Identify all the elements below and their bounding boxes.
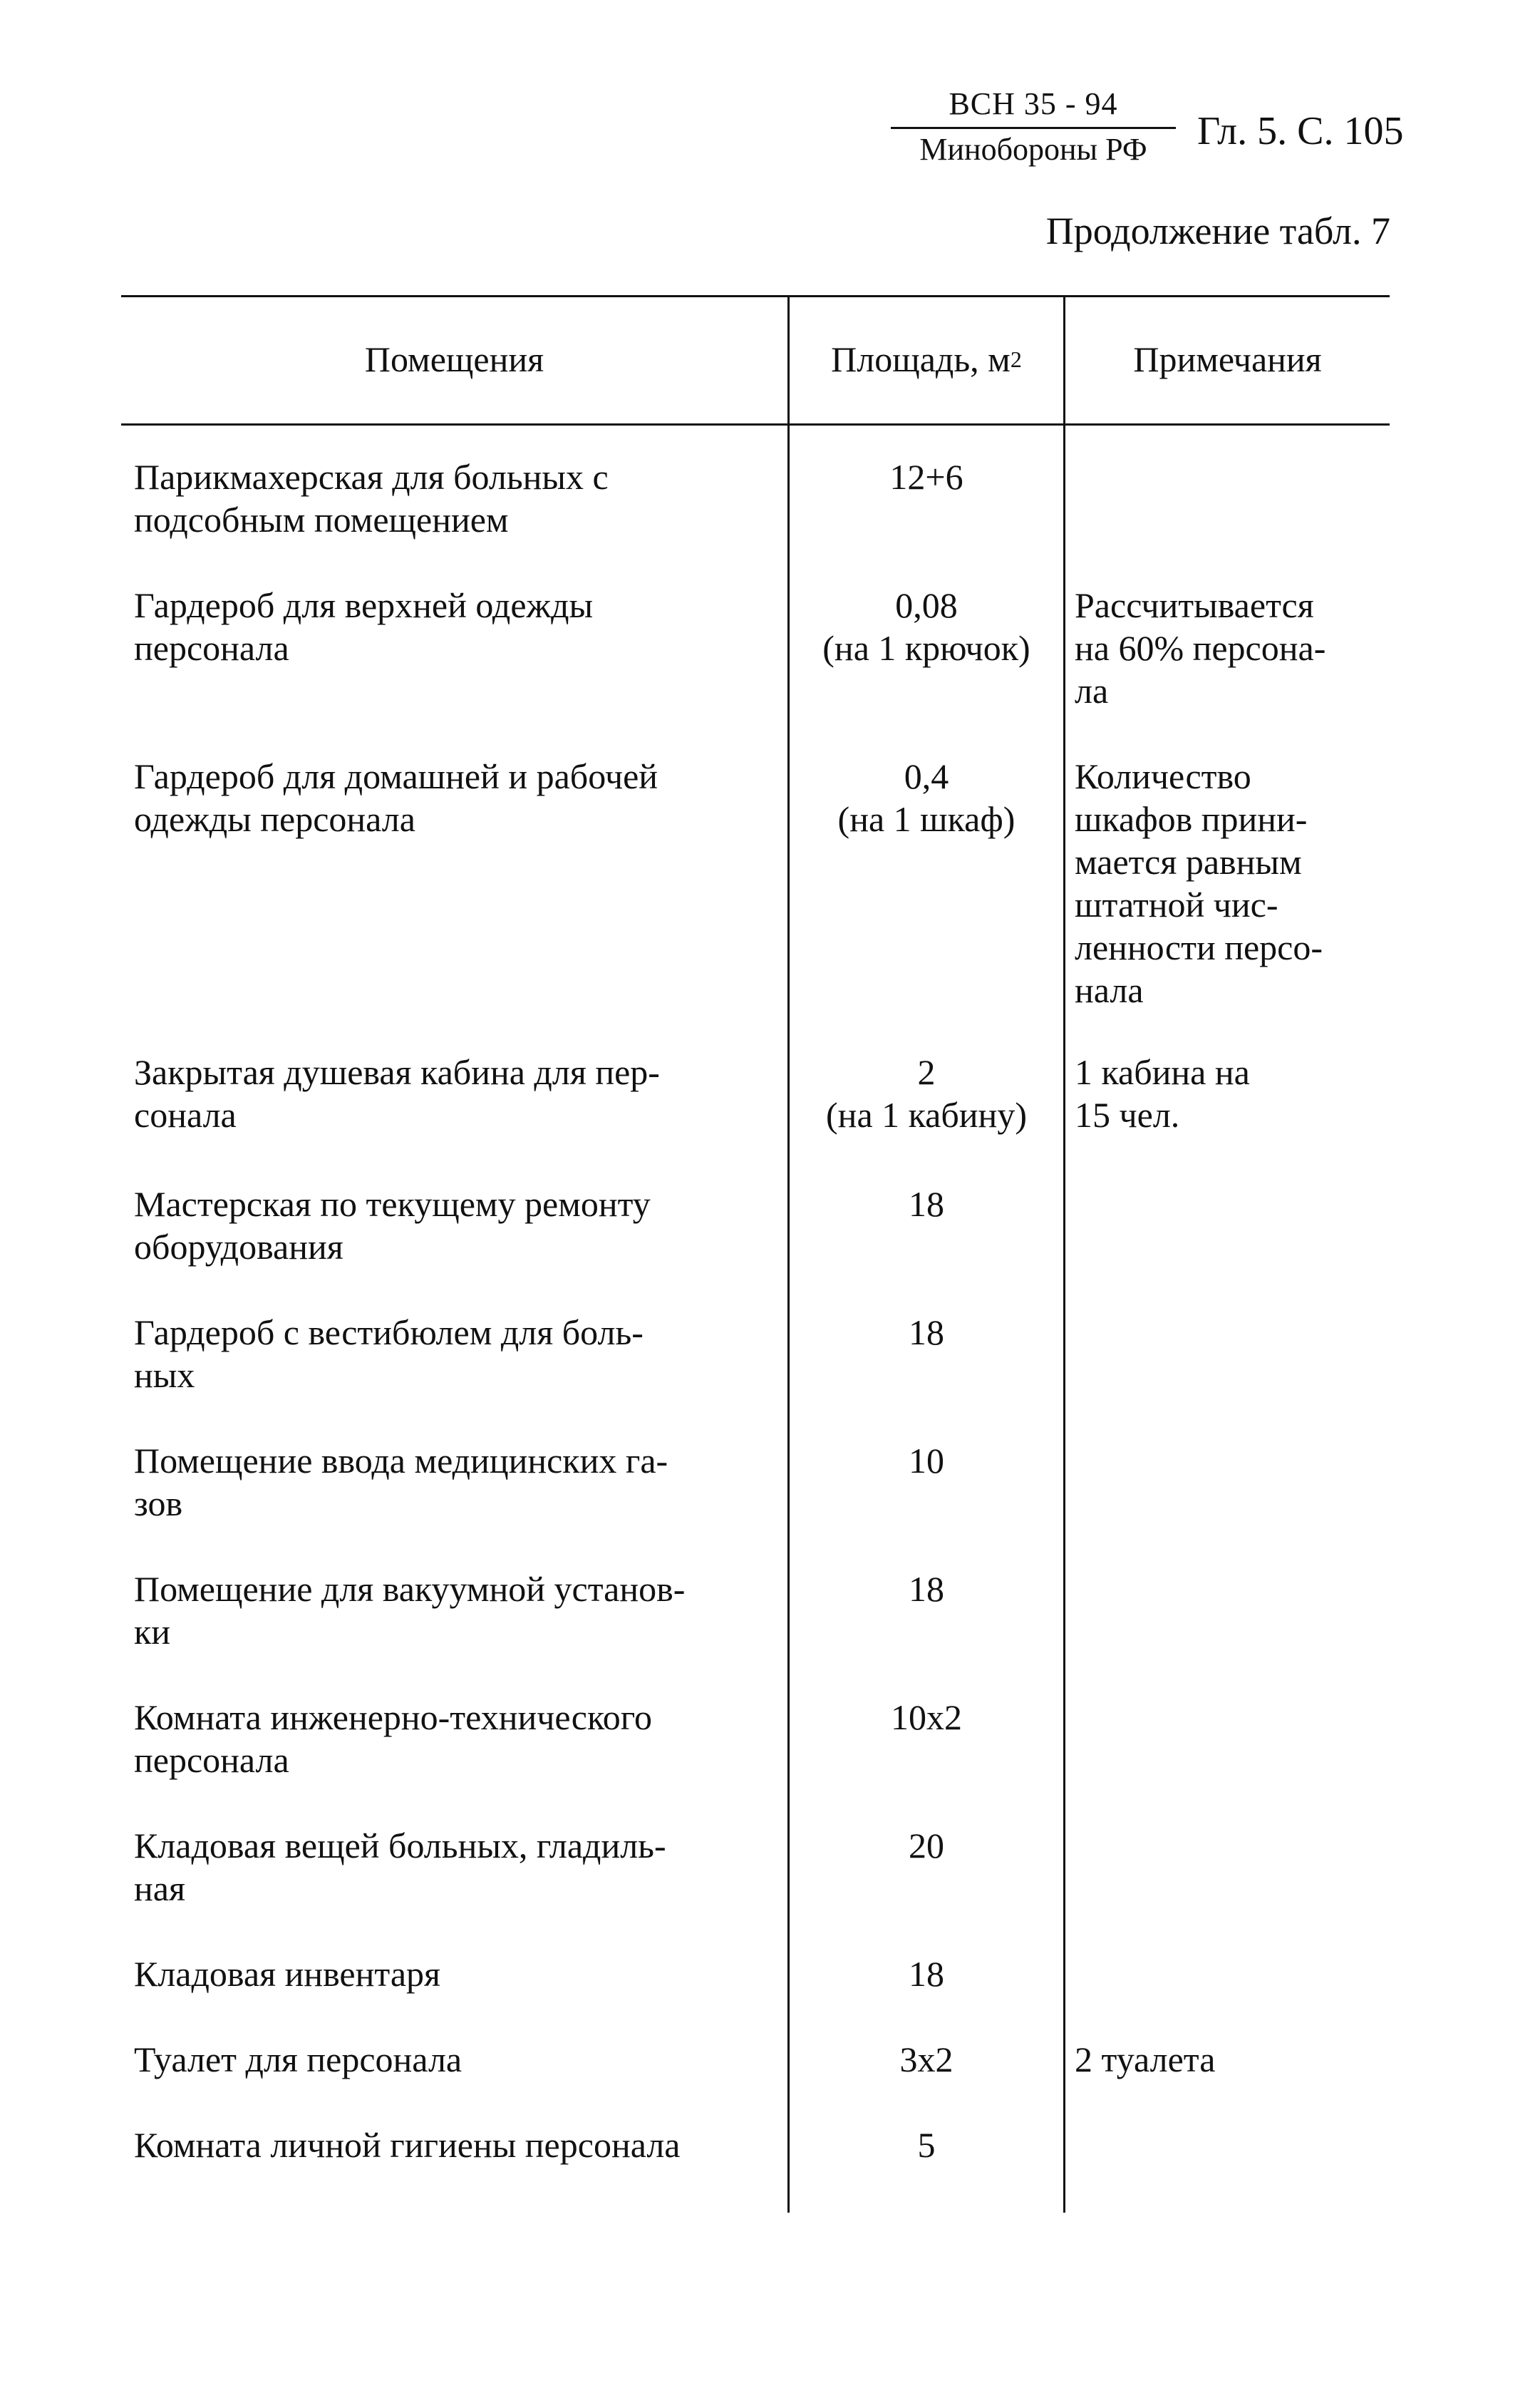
room-area-cell-line: 18	[909, 1569, 944, 1609]
room-note-cell-line: 2 туалета	[1075, 2039, 1216, 2079]
room-note-cell-line: на 60% персона-	[1075, 628, 1326, 668]
room-area-cell	[790, 1824, 1063, 1867]
room-name-cell-line: персонала	[134, 1740, 289, 1780]
room-area-cell	[790, 1696, 1063, 1739]
room-area-cell	[790, 1051, 1063, 1136]
room-area-cell	[790, 584, 1063, 669]
room-note-cell-line: Рассчитывается	[1075, 585, 1314, 625]
room-area-cell	[790, 2038, 1063, 2081]
room-area-cell	[790, 1952, 1063, 1995]
room-name-cell	[134, 1311, 775, 1396]
room-name-cell-line: Закрытая душевая кабина для пер-	[134, 1052, 660, 1092]
column-header-notes	[1065, 295, 1390, 423]
room-name-cell	[134, 2038, 775, 2081]
room-name-cell-line: ки	[134, 1612, 171, 1652]
room-area-cell-line: (на 1 кабину)	[826, 1095, 1027, 1135]
room-note-cell-line: мается равным	[1075, 842, 1302, 882]
room-area-cell-line: 18	[909, 1184, 944, 1224]
room-name-cell-line: Комната инженерно-технического	[134, 1697, 653, 1737]
room-note-cell-line: ленности персо-	[1075, 927, 1323, 967]
column-header-rooms	[121, 295, 787, 423]
room-note-cell	[1075, 2038, 1388, 2081]
room-name-cell-line: Туалет для персонала	[134, 2039, 462, 2079]
room-name-cell-line: Помещение ввода медицинских га-	[134, 1441, 668, 1481]
room-name-cell-line: ная	[134, 1868, 185, 1908]
room-name-cell	[134, 1568, 775, 1653]
room-area-cell-line: 2	[917, 1052, 936, 1092]
table-continuation-label: Продолжение табл. 7	[1045, 210, 1390, 252]
room-name-cell	[134, 584, 775, 669]
room-area-cell	[790, 1568, 1063, 1610]
room-note-cell-line: нала	[1075, 970, 1144, 1010]
room-name-cell-line: ных	[134, 1355, 195, 1395]
room-area-cell	[790, 456, 1063, 498]
room-name-cell-line: Парикмахерская для больных с	[134, 457, 609, 497]
room-area-cell-line: (на 1 крючок)	[822, 628, 1030, 668]
room-name-cell	[134, 1183, 775, 1268]
room-name-cell	[134, 1696, 775, 1781]
room-name-cell-line: подсобным помещением	[134, 500, 509, 540]
column-header-notes-label: Примечания	[1133, 339, 1322, 379]
room-name-cell-line: Гардероб для верхней одежды	[134, 585, 594, 625]
room-name-cell	[134, 2124, 775, 2166]
document-reference	[891, 84, 1176, 170]
room-note-cell-line: шкафов прини-	[1075, 799, 1308, 839]
column-header-area: Площадь, м 2	[831, 339, 1022, 379]
room-area-cell-line: 20	[909, 1826, 944, 1865]
room-name-cell	[134, 755, 775, 840]
room-area-cell	[790, 2124, 1063, 2166]
room-area-cell-line: 18	[909, 1954, 944, 1994]
room-area-cell-line: 0,4	[904, 756, 949, 796]
room-area-cell	[790, 1439, 1063, 1482]
room-area-cell-line: 5	[917, 2125, 936, 2165]
room-name-cell-line: Кладовая вещей больных, гладиль-	[134, 1826, 666, 1865]
room-area-cell	[790, 1311, 1063, 1354]
room-name-cell-line: Гардероб с вестибюлем для боль-	[134, 1312, 644, 1352]
room-name-cell-line: одежды персонала	[134, 799, 415, 839]
page-header	[884, 84, 1440, 177]
room-area-cell-line: 18	[909, 1312, 944, 1352]
room-note-cell-line: 15 чел.	[1075, 1095, 1180, 1135]
room-area-cell-line: 0,08	[895, 585, 958, 625]
table-header-rule	[121, 423, 1390, 426]
room-area-cell	[790, 755, 1063, 840]
room-area-cell-line: 10x2	[891, 1697, 962, 1737]
room-name-cell-line: оборудования	[134, 1227, 343, 1267]
room-name-cell	[134, 1824, 775, 1910]
room-name-cell-line: Комната личной гигиены персонала	[134, 2125, 681, 2165]
column-divider	[1063, 295, 1065, 2213]
room-note-cell-line: штатной чис-	[1075, 885, 1278, 925]
room-note-cell	[1075, 755, 1388, 1012]
room-note-cell-line: 1 кабина на	[1075, 1052, 1250, 1092]
room-area-cell	[790, 1183, 1063, 1225]
room-area-cell-line: 3x2	[899, 2039, 954, 2079]
room-note-cell	[1075, 584, 1388, 712]
room-name-cell	[134, 1439, 775, 1525]
room-name-cell-line: сонала	[134, 1095, 237, 1135]
room-name-cell-line: персонала	[134, 628, 289, 668]
room-area-cell-line: 12+6	[889, 457, 963, 497]
room-note-cell-line: Количество	[1075, 756, 1251, 796]
column-divider	[787, 295, 790, 2213]
standard-code: ВСН 35 - 94	[891, 84, 1176, 129]
room-note-cell	[1075, 1051, 1388, 1136]
room-area-cell-line: (на 1 шкаф)	[837, 799, 1016, 839]
room-name-cell	[134, 1051, 775, 1136]
room-name-cell-line: Гардероб для домашней и рабочей	[134, 756, 658, 796]
room-name-cell	[134, 456, 775, 541]
organization: Минобороны РФ	[919, 132, 1147, 167]
room-name-cell-line: зов	[134, 1483, 183, 1523]
room-name-cell-line: Кладовая инвентаря	[134, 1954, 441, 1994]
room-area-cell-line: 10	[909, 1441, 944, 1481]
room-name-cell-line: Помещение для вакуумной установ-	[134, 1569, 686, 1609]
room-note-cell-line: ла	[1075, 671, 1109, 711]
column-header-rooms-label: Помещения	[364, 339, 544, 379]
column-header-area-label: Площадь, м	[831, 339, 1011, 379]
chapter-page-number: Гл. 5. С. 105	[1197, 109, 1404, 153]
room-name-cell	[134, 1952, 775, 1995]
room-name-cell-line: Мастерская по текущему ремонту	[134, 1184, 651, 1224]
